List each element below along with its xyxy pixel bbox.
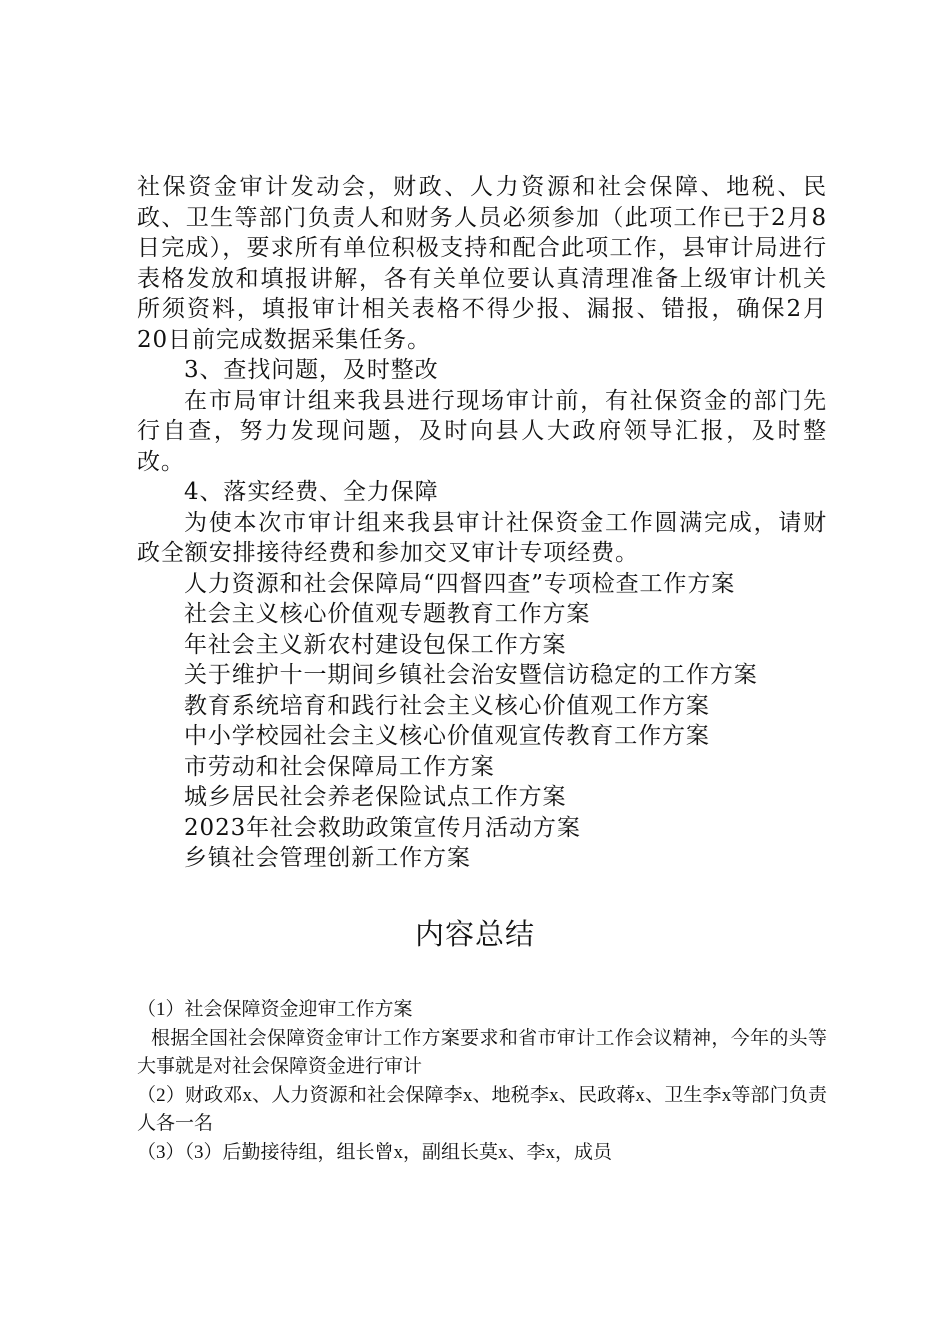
- summary-section: [137, 996, 827, 1167]
- related-document-item: 年社会主义新农村建设包保工作方案: [184, 631, 567, 658]
- section-3-paragraph: 在市局审计组来我县进行现场审计前，有社保资金的部门先行自查，努力发现问题，及时向县人大政府领导汇报，及时整改。: [137, 387, 827, 475]
- related-document-item: 中小学校园社会主义核心价值观宣传教育工作方案: [184, 723, 710, 749]
- summary-item-3: （3）（3）后勤接待组，组长曾x，副组长莫x、李x，成员: [137, 1141, 613, 1163]
- related-documents-list: [137, 569, 827, 874]
- summary-item-1-text: 根据全国社会保障资金审计工作方案要求和省市审计工作会议精神，今年的头等大事就是对社会保障资金进行审计: [137, 1027, 827, 1077]
- related-document-item: 2023年社会救助政策宣传月活动方案: [184, 814, 581, 841]
- section-4-paragraph: 为使本次市审计组来我县审计社保资金工作圆满完成，请财政全额安排接待经费和参加交叉审计专项经费。: [137, 509, 827, 566]
- summary-item-1-title: （1）社会保障资金迎审工作方案: [137, 999, 413, 1020]
- related-document-item: 关于维护十一期间乡镇社会治安暨信访稳定的工作方案: [184, 662, 758, 688]
- related-document-item: 城乡居民社会养老保险试点工作方案: [184, 784, 567, 810]
- document-body: [137, 172, 827, 874]
- related-document-item: 人力资源和社会保障局“四督四查”专项检查工作方案: [184, 570, 736, 597]
- related-document-item: 市劳动和社会保障局工作方案: [184, 753, 495, 780]
- related-document-item: 乡镇社会管理创新工作方案: [184, 845, 471, 871]
- summary-title: 内容总结: [414, 917, 535, 951]
- section-heading-3: 3、查找问题，及时整改: [184, 357, 439, 383]
- section-heading-4: 4、落实经费、全力保障: [184, 479, 439, 505]
- summary-item-2: （2）财政邓x、人力资源和社会保障李x、地税李x、民政蒋x、卫生李x等部门负责人各一名: [137, 1084, 827, 1134]
- related-document-item: 教育系统培育和践行社会主义核心价值观工作方案: [184, 692, 710, 719]
- intro-paragraph: 社保资金审计发动会，财政、人力资源和社会保障、地税、民政、卫生等部门负责人和财务人员必须参加（此项工作已于2月8日完成），要求所有单位积极支持和配合此项工作，县审计局进行表格发放和填报讲解，各有关单位要认真清理准备上级审计机关所须资料，填报审计相关表格不得少报、漏报、错报，确保2月20日前完成数据采集任务。: [137, 174, 827, 353]
- related-document-item: 社会主义核心价值观专题教育工作方案: [184, 601, 591, 627]
